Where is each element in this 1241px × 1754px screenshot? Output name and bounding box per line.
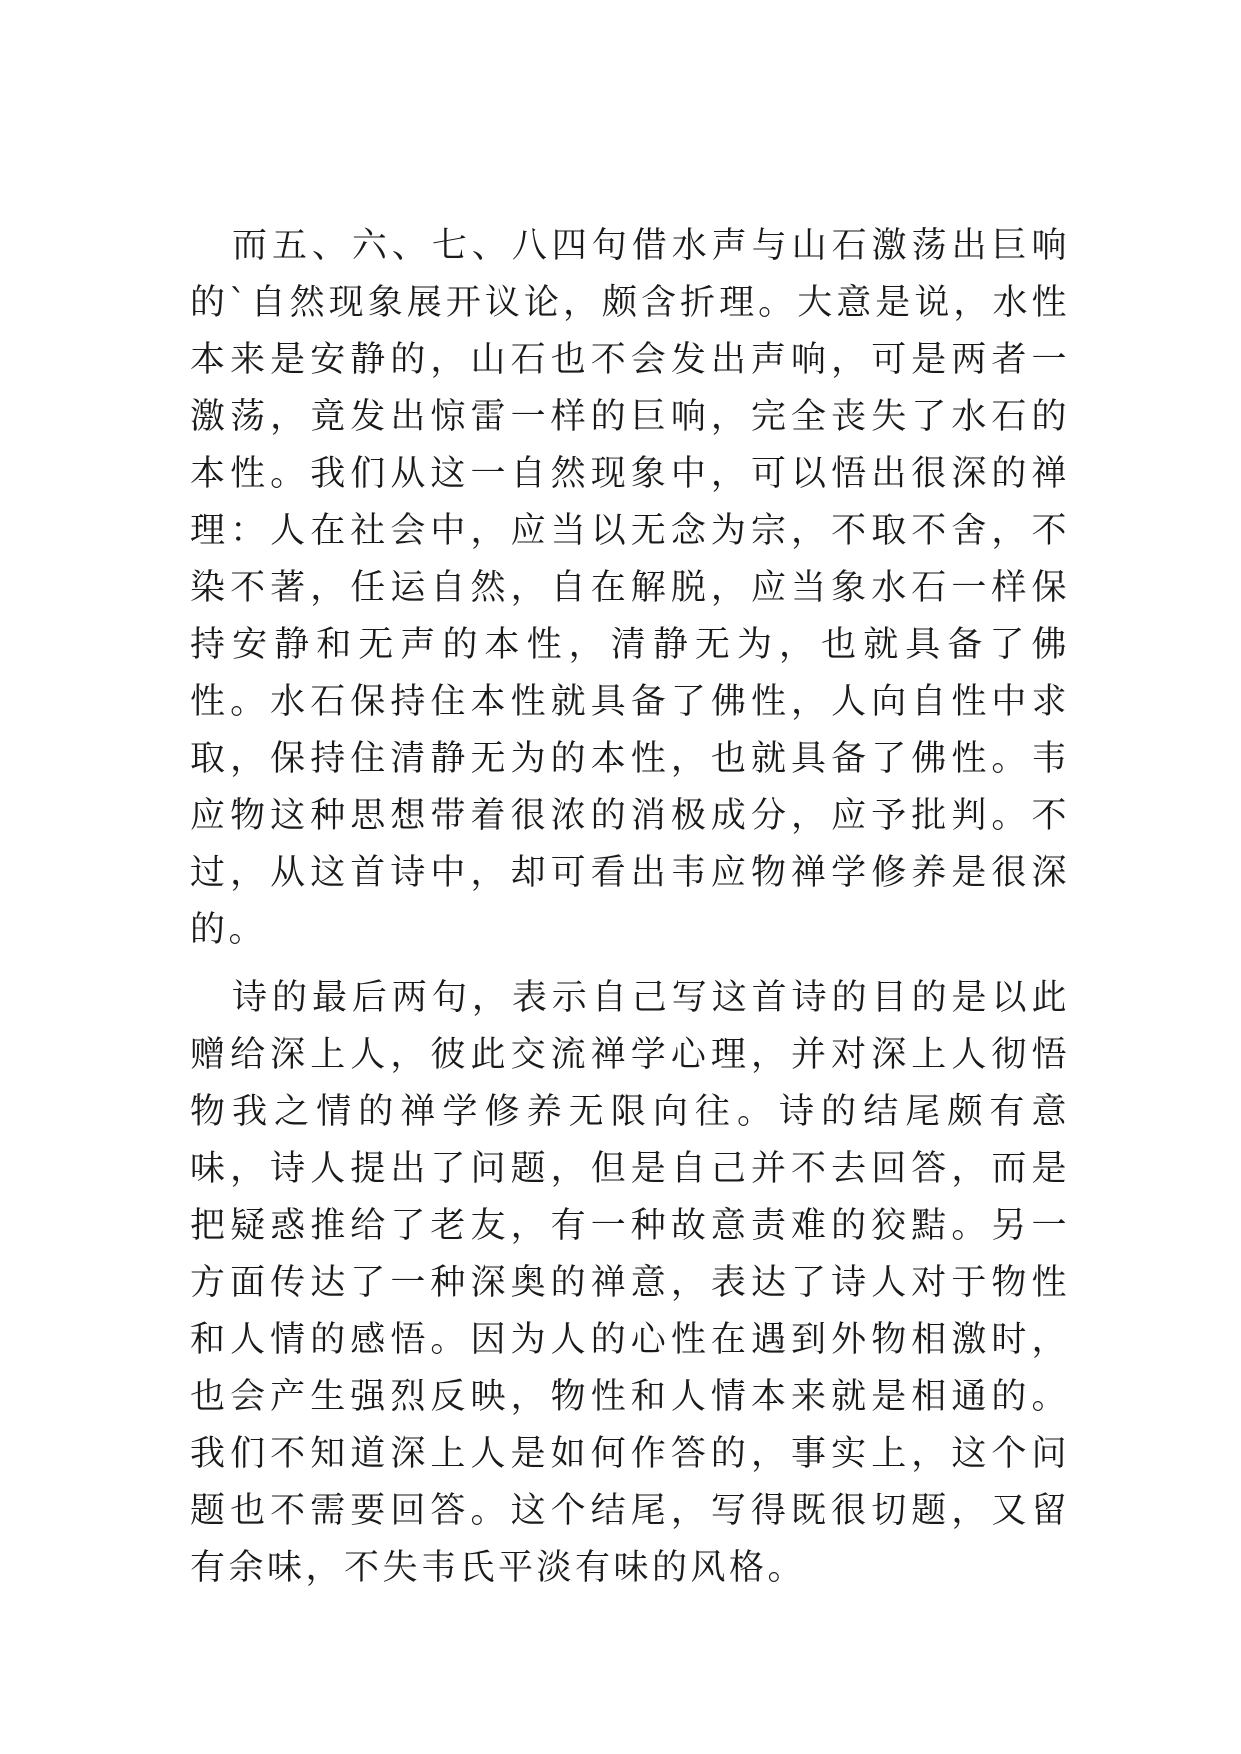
paragraph-1: 而五、六、七、八四句借水声与山石激荡出巨响的`自然现象展开议论，颇含折理。大意是说，水性本来是安静的，山石也不会发出声响，可是两者一激荡，竟发出惊雷一样的巨响，完全丧失了水石的本性。我们从这一自然现象中，可以悟出很深的禅理：人在社会中，应当以无念为宗，不取不舍，不染不著，任运自然，自在解脱，应当象水石一样保持安静和无声的本性，清静无为，也就具备了佛性。水石保持住本性就具备了佛性，人向自性中求取，保持住清静无为的本性，也就具备了佛性。韦应物这种思想带着很浓的消极成分，应予批判。不过，从这首诗中，却可看出韦应物禅学修养是很深的。	[190, 226, 1070, 950]
paragraph-2: 诗的最后两句，表示自己写这首诗的目的是以此赠给深上人，彼此交流禅学心理，并对深上人彻悟物我之情的禅学修养无限向往。诗的结尾颇有意味，诗人提出了问题，但是自己并不去回答，而是把疑惑推给了老友，有一种故意责难的狡黠。另一方面传达了一种深奥的禅意，表达了诗人对于物性和人情的感悟。因为人的心性在遇到外物相激时，也会产生强烈反映，物性和人情本来就是相通的。我们不知道深上人是如何作答的，事实上，这个问题也不需要回答。这个结尾，写得既很切题，又留有余味，不失韦氏平淡有味的风格。	[190, 978, 1070, 1588]
